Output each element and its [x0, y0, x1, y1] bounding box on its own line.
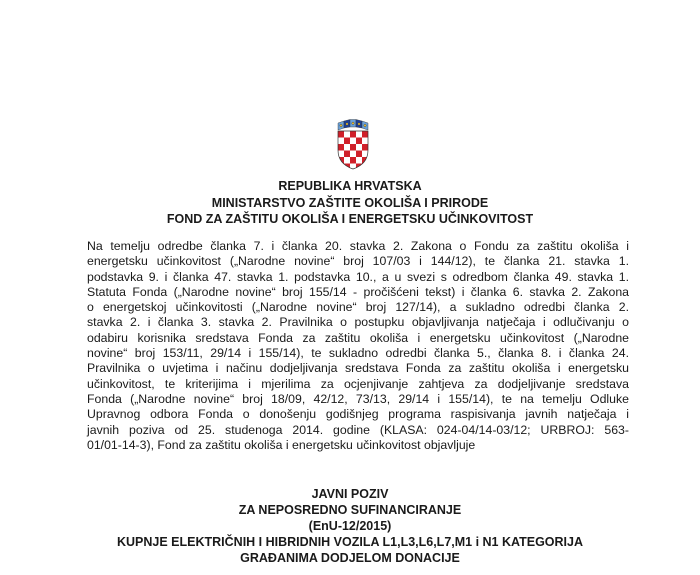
preamble-line: 01/01-14-3), Fond za zaštitu okoliša i energetsku učinkovitost objavljuje	[87, 437, 476, 452]
public-call-title	[0, 486, 700, 566]
preamble-line: odabiru korisnika sredstava Fonda za zaštitu okoliša i energetsku učinkovitost („Narodne	[87, 330, 629, 345]
preamble-line: Fonda („Narodne novine“ broj 18/09, 42/12, 73/13, 29/14 i 155/14), te na temelju Odluke	[87, 391, 629, 406]
document-header	[0, 178, 700, 228]
call-subject-continued: GRAĐANIMA DODJELOM DONACIJE	[240, 551, 460, 565]
preamble-line: učinkovitost, te kriterijima i mjerilima za ocjenjivanje zahtjeva za dodjeljivanje sredstava	[87, 376, 629, 391]
header-ministry: MINISTARSTVO ZAŠTITE OKOLIŠA I PRIRODE	[211, 195, 489, 210]
header-fund: FOND ZA ZAŠTITU OKOLIŠA I ENERGETSKU UČINKOVITOST	[166, 212, 534, 226]
preamble-line: stavka 2. i članka 3. stavka 2. Pravilnika o postupku objavljivanja natječaja i odlučivanju o	[87, 315, 629, 330]
preamble-line: podstavka 9. i članka 47. stavka 1. podstavka 10., a u svezi s odredbom članka 49. stavka 1.	[87, 269, 629, 284]
call-subheading: ZA NEPOSREDNO SUFINANCIRANJE	[238, 503, 462, 517]
call-code: (EnU-12/2015)	[308, 519, 392, 533]
call-heading: JAVNI POZIV	[311, 487, 389, 501]
croatian-coat-of-arms-icon	[335, 118, 371, 170]
call-subject: KUPNJE ELEKTRIČNIH I HIBRIDNIH VOZILA L1,L3,L6,L7,M1 i N1 KATEGORIJA	[116, 535, 584, 549]
preamble-line: novine“ broj 153/11, 29/14 i 155/14), te sukladno odredbi članka 5., članka 8. i članka 24.	[87, 346, 629, 361]
header-country: REPUBLIKA HRVATSKA	[278, 179, 422, 193]
preamble-paragraph	[87, 239, 629, 453]
preamble-line: Na temelju odredbe članka 7. i članka 20. stavka 2. Zakona o Fondu za zaštitu okoliša i	[87, 239, 629, 253]
preamble-line: o energetskoj učinkovitosti („Narodne novine“ broj 127/14), a sukladno odredbi članka 2.	[87, 300, 629, 315]
preamble-line: energetsku učinkovitost („Narodne novine“ broj 107/03 i 144/12), te članka 21. stavka 1.	[87, 254, 629, 269]
preamble-line: Statuta Fonda („Narodne novine“ broj 155/14 - pročišćeni tekst) i članka 6. stavka 2. Zakona	[87, 284, 629, 299]
preamble-line: javnih poziva od 25. studenoga 2014. godine (KLASA: 024-04/14-03/12; URBROJ: 563-	[87, 422, 629, 437]
preamble-line: Upravnog odbora Fonda o donošenju godišnjeg programa raspisivanja javnih natječaja i	[87, 407, 629, 422]
preamble-line: Pravilnika o uvjetima i načinu dodjeljivanja sredstava Fonda za zaštitu okoliša i energetsku	[87, 361, 629, 376]
